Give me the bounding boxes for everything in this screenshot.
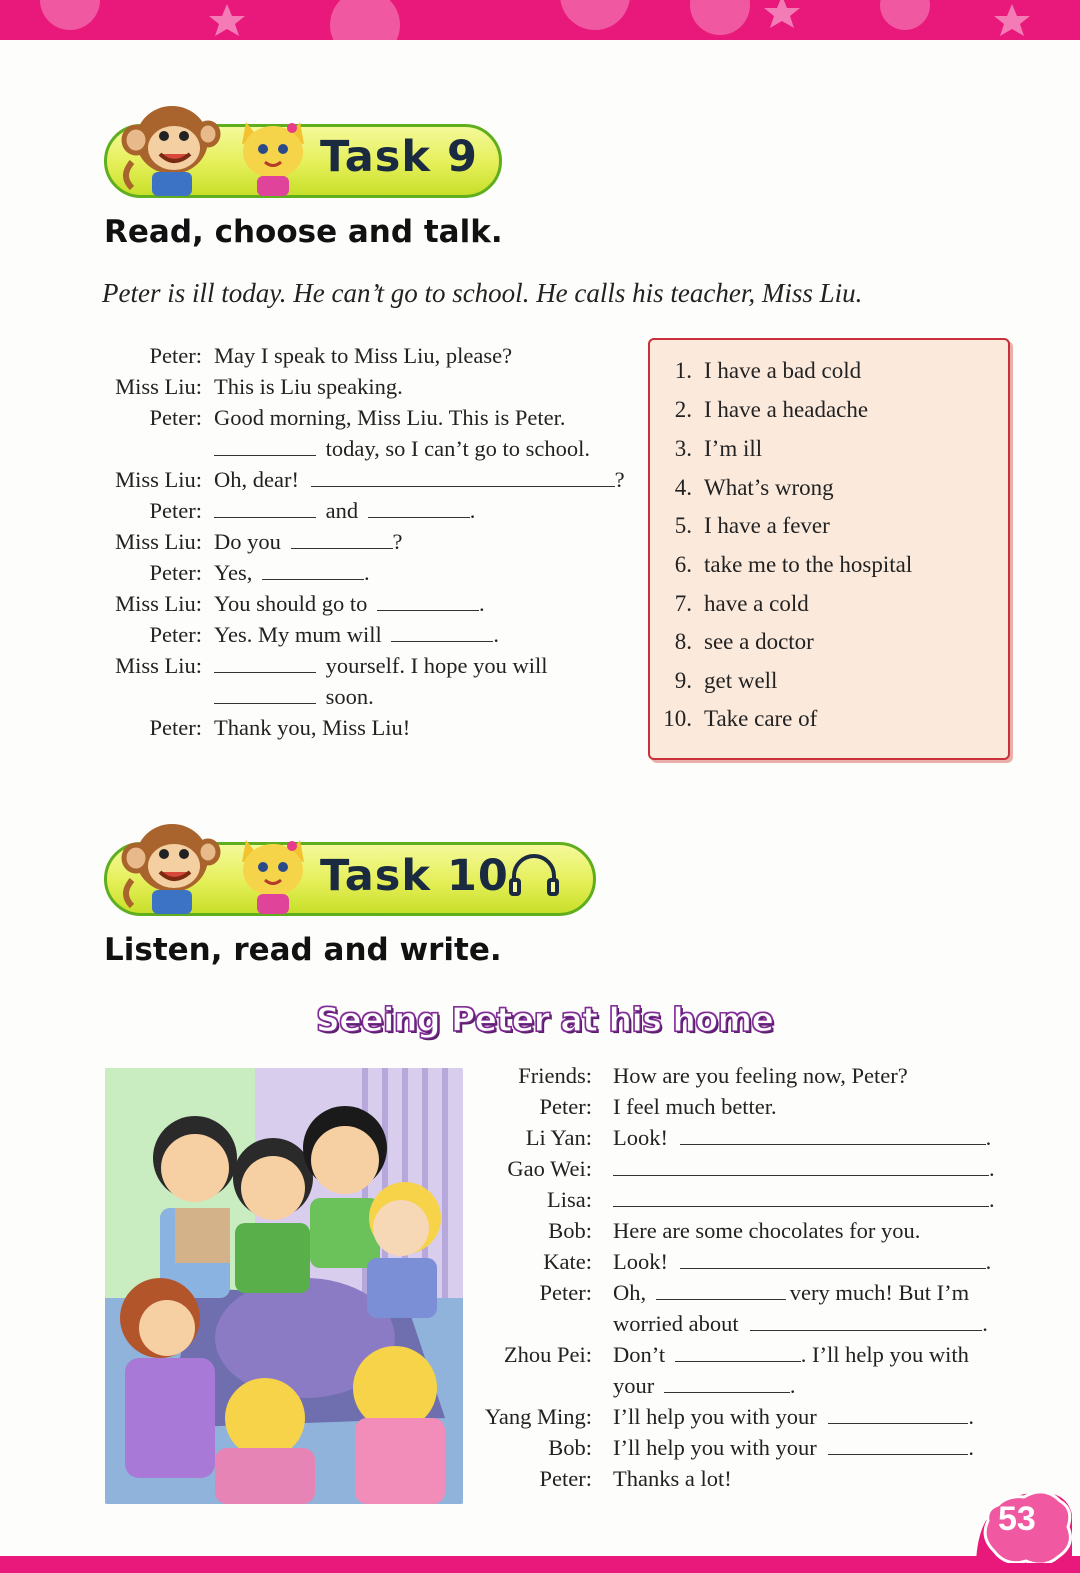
answer-blank[interactable] xyxy=(262,559,364,580)
speaker: Bob: xyxy=(548,1218,592,1243)
monkey-icon xyxy=(112,810,232,914)
option-number: 1. xyxy=(674,358,692,383)
option-item xyxy=(652,436,762,462)
top-banner xyxy=(0,0,1080,40)
speaker: Peter: xyxy=(539,1466,592,1491)
line-text: Do you xyxy=(214,529,281,554)
option-number: 7. xyxy=(674,591,692,616)
option-number: 10. xyxy=(663,706,692,731)
answer-blank[interactable] xyxy=(368,497,470,518)
option-number: 2. xyxy=(674,397,692,422)
answer-blank[interactable] xyxy=(675,1341,801,1362)
line-text: May I speak to Miss Liu, please? xyxy=(214,343,513,368)
line-text: Oh, dear! xyxy=(214,467,299,492)
option-number: 3. xyxy=(674,436,692,461)
speaker: Peter: xyxy=(149,343,202,368)
option-item xyxy=(652,475,834,501)
option-number: 4. xyxy=(674,475,692,500)
answer-blank[interactable] xyxy=(828,1434,968,1455)
task10-title: Task 10 xyxy=(320,851,509,901)
speaker: Lisa: xyxy=(547,1187,592,1212)
answer-blank[interactable] xyxy=(391,621,493,642)
speaker: Gao Wei: xyxy=(507,1156,592,1181)
answer-blank[interactable] xyxy=(656,1279,786,1300)
line-text: worried about xyxy=(613,1311,739,1336)
answer-blank[interactable] xyxy=(214,683,316,704)
option-item xyxy=(652,668,777,694)
line-text: Don’t xyxy=(613,1342,666,1367)
option-text: have a cold xyxy=(704,591,809,616)
speaker: Miss Liu: xyxy=(115,529,202,554)
line-text: Look! xyxy=(613,1125,668,1150)
line-end: . xyxy=(985,1125,992,1150)
speaker: Miss Liu: xyxy=(115,591,202,616)
task9-instruction: Read, choose and talk. xyxy=(104,214,503,250)
cat-icon xyxy=(232,832,314,914)
option-text: get well xyxy=(704,668,778,693)
speaker: Zhou Pei: xyxy=(503,1342,592,1367)
line-end: . xyxy=(493,622,500,647)
line-text: Thank you, Miss Liu! xyxy=(214,715,411,740)
line-end: . xyxy=(989,1187,995,1212)
speaker: Bob: xyxy=(548,1435,592,1460)
option-number: 8. xyxy=(674,629,692,654)
speaker: Yang Ming: xyxy=(484,1404,592,1429)
line-text: Yes. My mum will xyxy=(214,622,382,647)
line-end: . xyxy=(989,1156,995,1181)
speaker: Peter: xyxy=(539,1280,592,1305)
speaker: Peter: xyxy=(149,622,202,647)
answer-blank[interactable] xyxy=(680,1248,986,1269)
story-illustration xyxy=(105,1068,463,1504)
speaker: Peter: xyxy=(149,560,202,585)
option-text: I’m ill xyxy=(704,436,763,461)
story-title: Seeing Peter at his home xyxy=(316,1000,774,1039)
speaker: Miss Liu: xyxy=(115,374,202,399)
line-end: . xyxy=(479,591,485,616)
answer-blank[interactable] xyxy=(377,590,479,611)
line-text: This is Liu speaking. xyxy=(214,374,403,399)
line-end: . xyxy=(469,498,476,523)
line-text: your xyxy=(613,1373,655,1398)
option-item xyxy=(652,591,809,617)
line-text: Look! xyxy=(613,1249,668,1274)
task10-instruction: Listen, read and write. xyxy=(104,932,502,968)
page-number: 53 xyxy=(998,1500,1036,1538)
line-end: . xyxy=(968,1435,974,1460)
answer-blank[interactable] xyxy=(664,1372,790,1393)
line-end: . xyxy=(364,560,370,585)
line-text: Here are some chocolates for you. xyxy=(613,1218,921,1243)
line-end: ? xyxy=(392,529,403,554)
answer-blank[interactable] xyxy=(214,435,316,456)
answer-blank[interactable] xyxy=(680,1124,986,1145)
task9-title: Task 9 xyxy=(320,132,478,182)
speaker: Peter: xyxy=(149,405,202,430)
line-end: ? xyxy=(614,467,625,492)
cat-icon xyxy=(232,114,314,196)
answer-blank[interactable] xyxy=(613,1186,989,1207)
answer-blank[interactable] xyxy=(750,1310,982,1331)
line-text: Oh, xyxy=(613,1280,647,1305)
option-item xyxy=(652,358,861,384)
option-text: Take care of xyxy=(704,706,818,731)
speaker: Peter: xyxy=(539,1094,592,1119)
option-number: 5. xyxy=(674,513,692,538)
line-end: . xyxy=(982,1311,988,1336)
option-item xyxy=(652,513,830,539)
answer-blank[interactable] xyxy=(214,652,316,673)
line-text: and xyxy=(325,498,359,523)
line-text: soon. xyxy=(325,684,374,709)
line-text: Good morning, Miss Liu. This is Peter. xyxy=(214,405,566,430)
headphones-icon xyxy=(504,852,564,900)
line-text: . I’ll help you with xyxy=(800,1342,969,1367)
speaker: Miss Liu: xyxy=(115,467,202,492)
star-icon xyxy=(760,0,804,30)
option-number: 9. xyxy=(674,668,692,693)
line-text: I’ll help you with your xyxy=(613,1404,817,1429)
answer-blank[interactable] xyxy=(311,466,615,487)
answer-blank[interactable] xyxy=(613,1155,989,1176)
line-end: . xyxy=(968,1404,974,1429)
answer-blank[interactable] xyxy=(828,1403,968,1424)
option-text: I have a fever xyxy=(704,513,830,538)
speaker: Li Yan: xyxy=(525,1125,592,1150)
speaker: Kate: xyxy=(543,1249,592,1274)
option-item xyxy=(652,706,817,732)
line-text: yourself. I hope you will xyxy=(325,653,548,678)
option-item xyxy=(652,552,912,578)
line-text: You should go to xyxy=(214,591,368,616)
bottom-banner xyxy=(0,1556,1080,1573)
speaker: Peter: xyxy=(149,715,202,740)
line-end: . xyxy=(985,1249,992,1274)
speaker: Friends: xyxy=(518,1063,592,1088)
line-text: today, so I can’t go to school. xyxy=(325,436,590,461)
speaker: Peter: xyxy=(149,498,202,523)
option-text: see a doctor xyxy=(704,629,814,654)
option-text: I have a headache xyxy=(704,397,869,422)
task9-intro: Peter is ill today. He can’t go to school. He calls his teacher, Miss Liu. xyxy=(102,278,863,308)
answer-blank[interactable] xyxy=(291,528,393,549)
option-item xyxy=(652,397,868,423)
line-text: Thanks a lot! xyxy=(613,1466,732,1491)
star-icon xyxy=(990,2,1034,38)
answer-blank[interactable] xyxy=(214,497,316,518)
speaker: Miss Liu: xyxy=(115,653,202,678)
monkey-icon xyxy=(112,92,232,196)
line-text: Yes, xyxy=(214,560,253,585)
option-text: take me to the hospital xyxy=(704,552,913,577)
option-item xyxy=(652,629,814,655)
star-icon xyxy=(205,2,249,38)
line-end: . xyxy=(789,1373,796,1398)
option-text: What’s wrong xyxy=(704,475,834,500)
line-text: I’ll help you with your xyxy=(613,1435,817,1460)
option-number: 6. xyxy=(674,552,692,577)
line-text: very much! But I’m xyxy=(789,1280,970,1305)
line-text: I feel much better. xyxy=(613,1094,777,1119)
line-text: How are you feeling now, Peter? xyxy=(613,1063,908,1088)
option-text: I have a bad cold xyxy=(704,358,862,383)
